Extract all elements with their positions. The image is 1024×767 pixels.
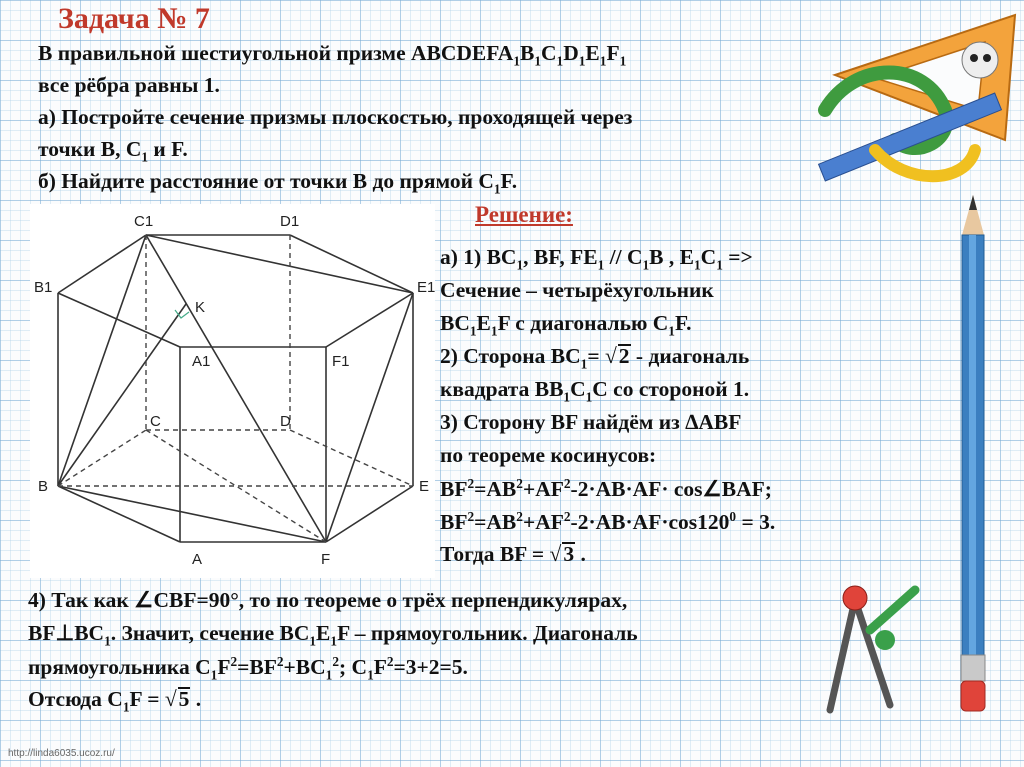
conclusion-line-2: $BF\perp BC_1$. Значит, сечение $BC_1E_1F$ – прямоугольник. Диагональ <box>28 621 638 649</box>
hexagonal-prism-diagram <box>30 204 435 578</box>
label-D: D <box>280 413 291 430</box>
label-B: B <box>38 478 49 495</box>
label-B1: B1 <box>34 279 53 296</box>
task-title: Задача № 7 <box>58 2 210 35</box>
solution-line-3: $BC_1E_1F$ с диагональю $C_1F$. <box>440 311 692 339</box>
label-A: A <box>192 551 203 568</box>
problem-line-2: все рёбра равны 1. <box>38 73 220 97</box>
solution-line-7: по теореме косинусов: <box>440 443 657 467</box>
pencil-icon <box>950 195 996 715</box>
problem-line-3: а) Постройте сечение призмы плоскостью, проходящей через <box>38 105 633 129</box>
label-E: E <box>419 478 430 495</box>
solution-block <box>440 244 775 574</box>
problem-statement <box>38 40 632 200</box>
solution-line-10: Тогда BF = √3 . <box>440 542 586 566</box>
label-C1: C1 <box>134 213 154 230</box>
solution-line-6: 3) Сторону BF найдём из ∆ABF <box>440 410 742 434</box>
label-K: K <box>195 299 206 316</box>
label-F: F <box>321 551 331 568</box>
solution-heading: Решение: <box>475 202 573 227</box>
compass-icon <box>815 570 925 720</box>
drawing-tools-illustration <box>815 0 1024 190</box>
conclusion-block <box>28 587 638 719</box>
conclusion-line-1: 4) Так как ∠CBF=90°, то по теореме о трёх перпендикулярах, <box>28 588 628 612</box>
label-F1: F1 <box>332 353 350 370</box>
source-link[interactable]: http://linda6035.ucoz.ru/ <box>8 748 115 759</box>
label-D1: D1 <box>280 213 300 230</box>
solution-line-4: 2) Сторона $BC_1= √2$ - диагональ <box>440 344 750 372</box>
problem-line-1: В правильной шестиугольной призме $ABCDEFA_1B_1C_1D_1E_1F_1$ <box>38 41 627 69</box>
conclusion-line-4: Отсюда $C_1F = √5$ . <box>28 687 202 715</box>
solution-line-9: $BF^2=AB^2+AF^2-2\cdot AB\cdot AF\cdot\cos 120^0 = 3$. <box>440 509 776 535</box>
solution-line-1: а) 1) $BC_1$, BF, $FE_1 // C_1B$ , $E_1C_1$ => <box>440 245 753 273</box>
conclusion-line-3: прямоугольника $C_1F^2=BF^2+BC_1^2$; $C_1F^2=3+2=5$. <box>28 654 468 683</box>
problem-line-5: б) Найдите расстояние от точки B до прямой $C_1F$. <box>38 169 518 197</box>
problem-line-4: точки B, $C_1$ и F. <box>38 137 188 165</box>
label-A1: A1 <box>192 353 211 370</box>
solution-line-2: Сечение – четырёхугольник <box>440 278 714 302</box>
solution-line-5: квадрата $BB_1C_1C$ со стороной 1. <box>440 377 750 405</box>
label-E1: E1 <box>417 279 435 296</box>
label-C: C <box>150 413 161 430</box>
prism-figure <box>30 204 435 578</box>
solution-line-8: $BF^2=AB^2+AF^2-2\cdot AB\cdot AF\cdot$ cos∠BAF; <box>440 476 772 502</box>
